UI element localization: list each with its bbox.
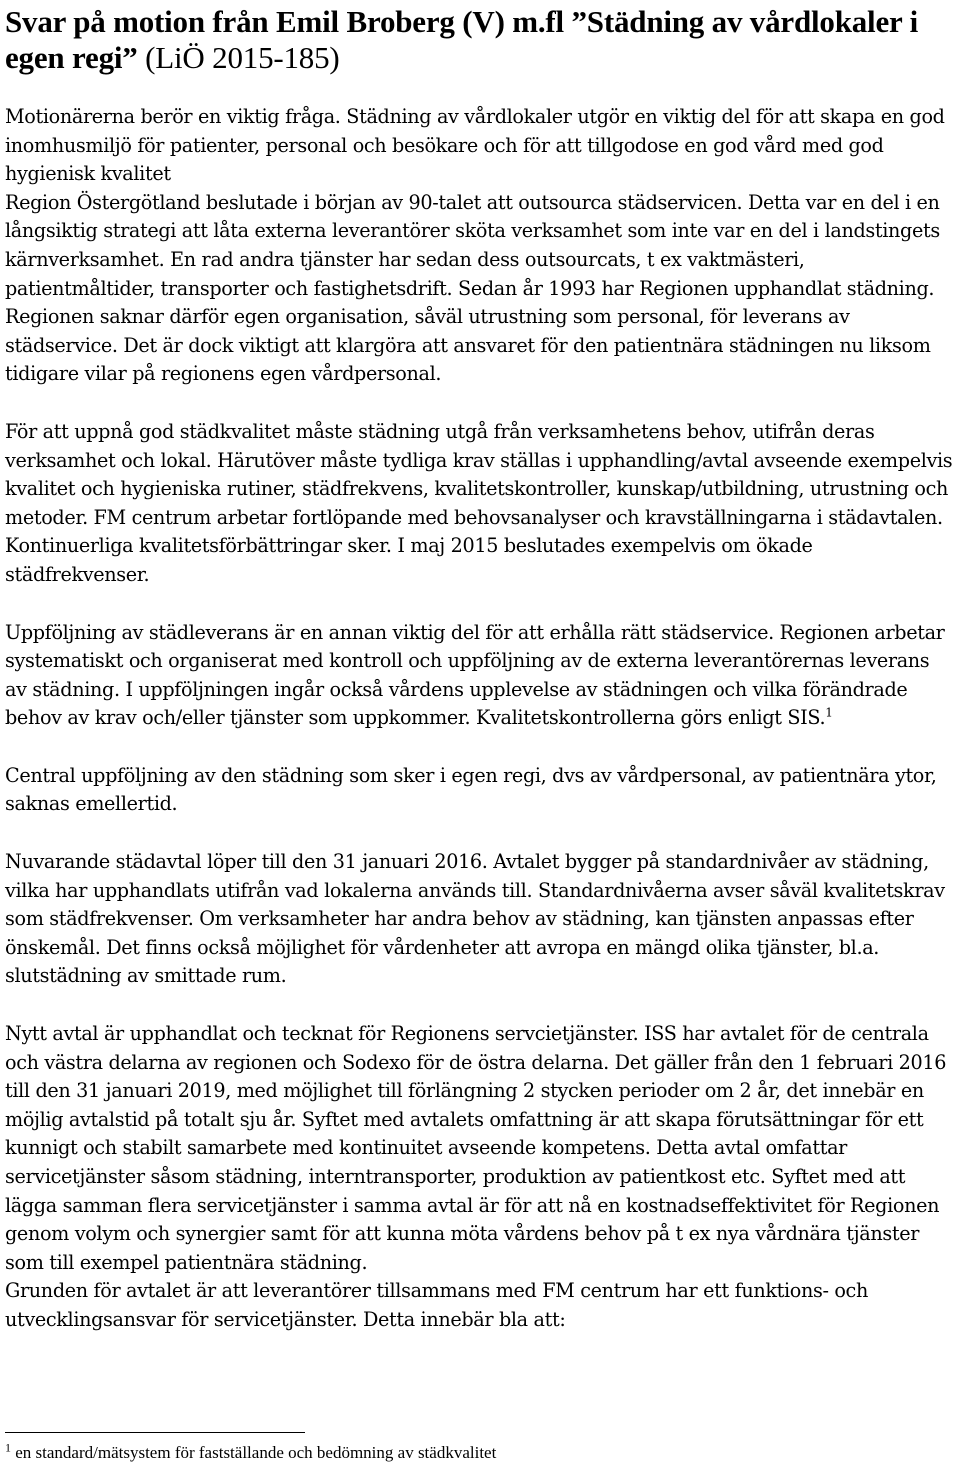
footnote (5, 1442, 496, 1464)
paragraph-central: Central uppföljning av den städning som sker i egen regi, dvs av vårdpersonal, av patientnära ytor, saknas emellertid. (5, 763, 937, 816)
title-main: Svar på motion från Emil Broberg (V) m.fl ”Städning av vårdlokaler i egen regi” (5, 4, 918, 75)
document-page (5, 0, 955, 1335)
paragraph-outsourcing: Region Östergötland beslutade i början av 90-talet att outsourca städservicen. Detta var en del i en långsiktig strategi att låta externa leverantörer sköta verksamhet som inte var en del i landstingets kärnverksamhet. En rad andra tjänster har sedan dess outsourcats, t ex vaktmästeri, patientmåltider, transporter och fastighetsdrift. Sedan år 1993 har Regionen upphandlat städning. Regionen saknar därför egen organisation, såväl utrustning som personal, för leverans av städservice. Det är dock viktigt att klargöra att ansvaret för den patientnära städningen nu liksom tidigare vilar på regionens egen vårdpersonal. (5, 190, 940, 386)
document-body (5, 103, 955, 1335)
paragraph-current-agreement: Nuvarande städavtal löper till den 31 januari 2016. Avtalet bygger på standardnivåer av städning, vilka har upphandlats utifrån vad lokalerna används till. Standardnivåerna avser såväl kvalitetskrav som städfrekvenser. Om verksamheter har andra behov av städning, kan tjänsten anpassas efter önskemål. Det finns också möjlighet för vårdenheter att avropa en mängd olika tjänster, bl.a. slutstädning av smittade rum. (5, 850, 945, 988)
footnote-divider (5, 1432, 305, 1433)
paragraph-new-agreement: Nytt avtal är upphandlat och tecknat för Regionens servcietjänster. ISS har avtalet för de centrala och västra delarna av regionen och Sodexo för de östra delarna. Det gäller från den 1 februari 2016 till den 31 januari 2019, med möjlighet till förlängning 2 stycken perioder om 2 år, det innebär en möjlig avtalstid på totalt sju år. Syftet med avtalets omfattning är att skapa förutsättningar för ett kunnigt och stabilt samarbete med kontinuitet avseende kompetens. Detta avtal omfattar servicetjänster såsom städning, interntransporter, produktion av patientkost etc. Syftet med att lägga samman flera servicetjänster i samma avtal är för att nå en kostnadseffektivitet för Regionen genom volym och synergier samt för att kunna möta vårdens behov på t ex nya vårdnära tjänster som till exempel patientnära städning. (5, 1022, 947, 1274)
paragraph-followup (5, 619, 955, 733)
footnote-text: en standard/mätsystem för fastställande och bedömning av städkvalitet (15, 1443, 497, 1462)
title-reference: (LiÖ 2015-185) (145, 40, 340, 75)
paragraph-basis: Grunden för avtalet är att leverantörer tillsammans med FM centrum har ett funktions- och utvecklingsansvar för servicetjänster. Detta innebär bla att: (5, 1279, 868, 1331)
document-title (5, 4, 955, 76)
paragraph-intro: Motionärerna berör en viktig fråga. Städning av vårdlokaler utgör en viktig del för att skapa en god inomhusmiljö för patienter, personal och besökare och för att tillgodose en god vård med god hygienisk kvalitet (5, 105, 945, 186)
paragraph-followup-text: Uppföljning av städleverans är en annan viktig del för att erhålla rätt städservice. Regionen arbetar systematiskt och organiserat med kontroll och uppföljning av de externa leverantörernas leverans av städning. I uppföljningen ingår också vårdens upplevelse av städningen och vilka förändrade behov av krav och/eller tjänster som uppkommer. Kvalitetskontrollerna görs enligt SIS. (5, 620, 945, 730)
footnote-marker: 1 (5, 1440, 11, 1455)
footnote-reference: 1 (825, 705, 833, 720)
paragraph-quality: För att uppnå god städkvalitet måste städning utgå från verksamhetens behov, utifrån deras verksamhet och lokal. Härutöver måste tydliga krav ställas i upphandling/avtal avseende exempelvis kvalitet och hygieniska rutiner, städfrekvens, kvalitetskontroller, kunskap/utbildning, utrustning och metoder. FM centrum arbetar fortlöpande med behovsanalyser och kravställningarna i städavtalen. Kontinuerliga kvalitetsförbättringar sker. I maj 2015 beslutades exempelvis om ökade städfrekvenser. (5, 419, 953, 586)
